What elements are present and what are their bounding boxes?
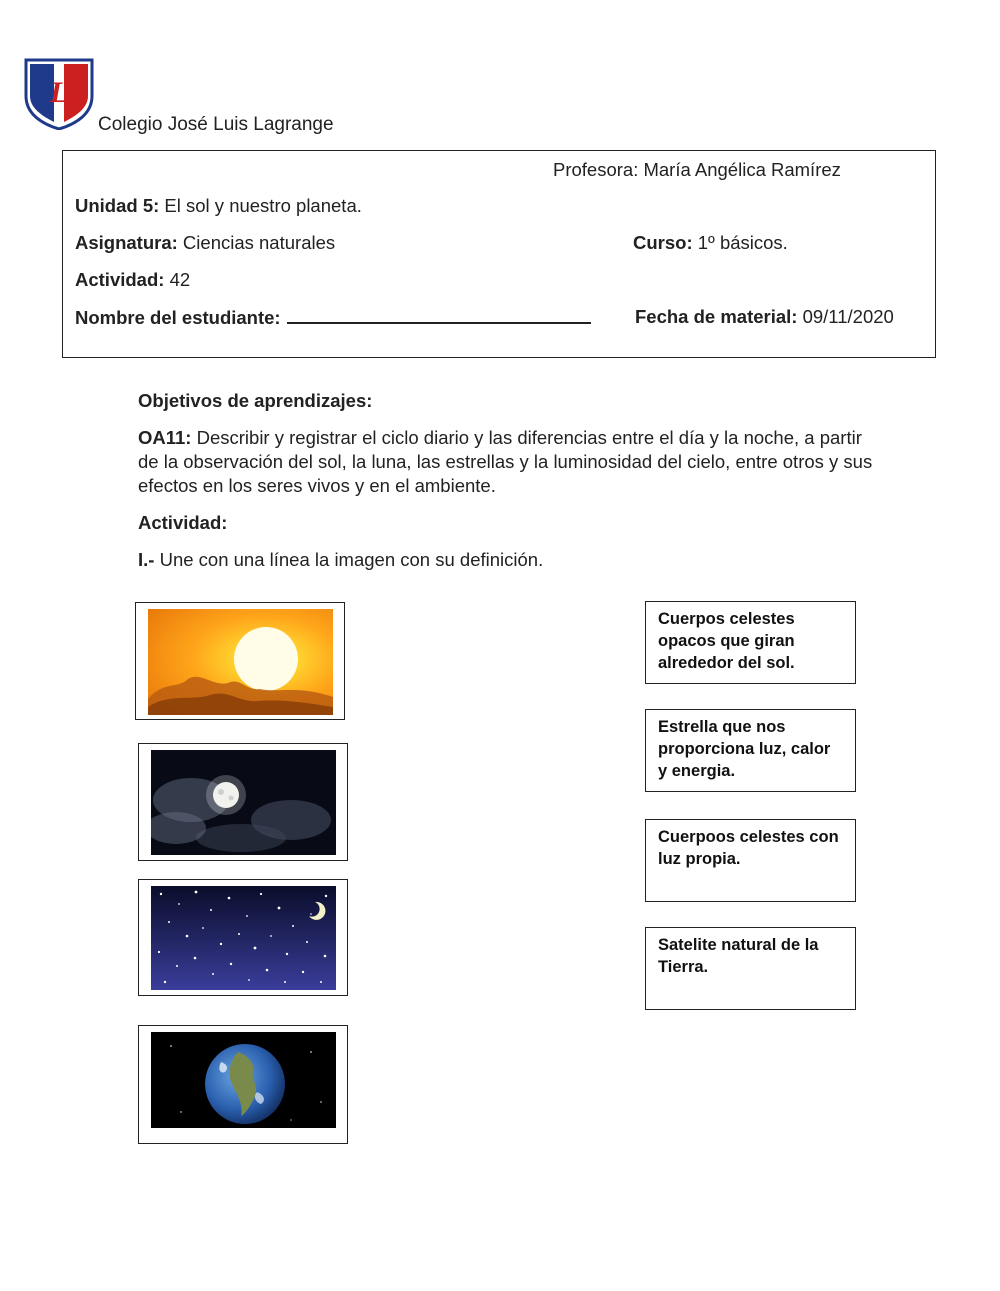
student-name-label: Nombre del estudiante: [75,307,281,328]
objectives-heading: Objetivos de aprendizajes: [138,390,373,411]
earth-image [151,1032,336,1128]
info-box [62,150,936,358]
unit-value: El sol y nuestro planeta. [159,195,362,216]
date-value: 09/11/2020 [797,306,894,327]
unit-line [75,195,362,217]
moon-image [151,750,336,855]
date-line [635,306,894,328]
definition-box[interactable] [645,819,856,902]
definition-box[interactable] [645,927,856,1010]
school-logo [24,58,94,130]
objective-paragraph [138,426,878,498]
activity-heading: Actividad: [138,512,228,533]
definition-text: Estrella que nos proporciona luz, calor y energia. [658,718,831,780]
course-label: Curso: [633,232,693,253]
instruction-label: I.- [138,549,155,570]
oa-label: OA11: [138,427,192,448]
sun-image [148,609,333,715]
course-line [633,232,788,254]
activity-number-line [75,269,190,291]
definition-text: Satelite natural de la Tierra. [658,936,819,976]
subject-value: Ciencias naturales [177,232,336,253]
teacher-name: Profesora: María Angélica Ramírez [553,159,841,180]
earth-image-frame[interactable] [138,1025,348,1144]
subject-label: Asignatura: [75,232,178,253]
school-name: Colegio José Luis Lagrange [98,114,334,135]
student-name-line [75,306,591,329]
unit-label: Unidad 5: [75,195,160,216]
svg-text:L: L [49,76,69,109]
activity-number-value: 42 [164,269,191,290]
definition-text: Cuerpos celestes opacos que giran alrededor del sol. [658,610,795,672]
instruction [138,549,543,571]
stars-image [151,886,336,990]
moon-image-frame[interactable] [138,743,348,861]
sun-image-frame[interactable] [135,602,345,720]
activity-number-label: Actividad: [75,269,165,290]
stars-image-frame[interactable] [138,879,348,996]
subject-line [75,232,335,254]
definition-text: Cuerpoos celestes con luz propia. [658,828,839,868]
definition-box[interactable] [645,709,856,792]
instruction-text: Une con una línea la imagen con su definición. [154,549,544,570]
date-label: Fecha de material: [635,306,798,327]
student-name-field[interactable] [287,306,591,324]
course-value: 1º básicos. [692,232,788,253]
oa-text: Describir y registrar el ciclo diario y las diferencias entre el día y la noche, a partir de la observación del sol, la luna, las estrellas y la luminosidad del cielo, entre otros y sus efectos en los seres vivos y en el ambiente. [138,427,873,496]
definition-box[interactable] [645,601,856,684]
